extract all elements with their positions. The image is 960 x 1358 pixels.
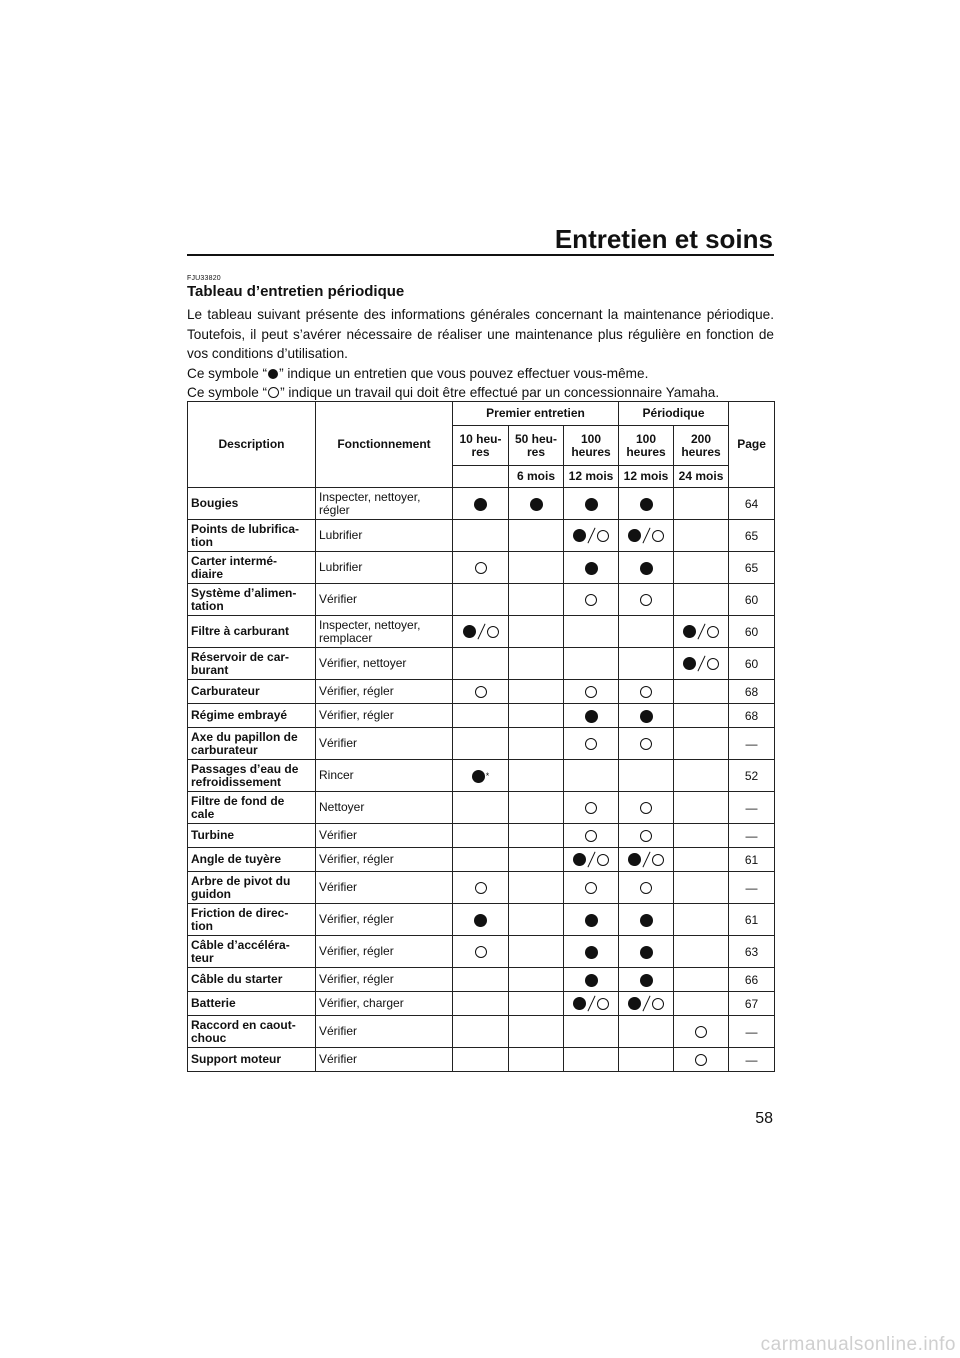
interval-cell (509, 824, 564, 848)
header-month-12-first: 12 mois (564, 466, 619, 488)
interval-cell (619, 488, 674, 520)
interval-cell (509, 904, 564, 936)
interval-cell (564, 1016, 619, 1048)
row-description: Raccord en caout- chouc (188, 1016, 316, 1048)
table-row (188, 792, 775, 824)
row-description: Régime embrayé (188, 704, 316, 728)
filled-circle-icon (474, 498, 487, 511)
filled-circle-icon (640, 498, 653, 511)
interval-cell (674, 824, 729, 848)
row-description: Réservoir de car- burant (188, 648, 316, 680)
table-row (188, 1048, 775, 1072)
interval-cell (619, 936, 674, 968)
interval-cell (453, 792, 509, 824)
row-operation: Lubrifier (316, 520, 453, 552)
row-operation: Rincer (316, 760, 453, 792)
row-operation: Lubrifier (316, 552, 453, 584)
open-circle-icon (640, 830, 652, 842)
interval-cell (509, 648, 564, 680)
open-circle-icon (695, 1026, 707, 1038)
filled-circle-icon (640, 946, 653, 959)
row-operation: Inspecter, nettoyer, régler (316, 488, 453, 520)
filled-circle-icon (640, 562, 653, 575)
filled-circle-icon (474, 914, 487, 927)
row-description: Filtre à carburant (188, 616, 316, 648)
table-row (188, 584, 775, 616)
row-page: 60 (729, 616, 775, 648)
interval-cell (509, 488, 564, 520)
row-page: 63 (729, 936, 775, 968)
row-description: Points de lubrifica- tion (188, 520, 316, 552)
interval-cell (564, 704, 619, 728)
interval-cell (509, 760, 564, 792)
filled-circle-icon (573, 853, 586, 866)
interval-cell (453, 520, 509, 552)
filled-circle-icon (628, 997, 641, 1010)
interval-cell (619, 616, 674, 648)
filled-circle-icon (472, 770, 485, 783)
table-row (188, 704, 775, 728)
interval-cell (509, 848, 564, 872)
row-description: Arbre de pivot du guidon (188, 872, 316, 904)
interval-cell (509, 1048, 564, 1072)
interval-cell (564, 760, 619, 792)
row-description: Passages d’eau de refroidissement (188, 760, 316, 792)
open-circle-icon (640, 802, 652, 814)
interval-cell (453, 992, 509, 1016)
open-circle-icon (585, 802, 597, 814)
table-row (188, 936, 775, 968)
filled-circle-icon (463, 625, 476, 638)
watermark: carmanualsonline.info (760, 1334, 956, 1355)
interval-cell (619, 1048, 674, 1072)
open-circle-icon (475, 686, 487, 698)
filled-circle-icon (585, 914, 598, 927)
interval-cell (564, 728, 619, 760)
interval-cell (564, 616, 619, 648)
interval-cell (509, 704, 564, 728)
slash-icon (697, 656, 705, 672)
open-circle-icon (585, 830, 597, 842)
interval-cell (564, 680, 619, 704)
interval-cell (619, 872, 674, 904)
header-month-empty (453, 466, 509, 488)
row-page: 61 (729, 904, 775, 936)
interval-cell (509, 728, 564, 760)
slash-icon (587, 528, 595, 544)
filled-circle-icon (585, 710, 598, 723)
filled-circle-icon (683, 657, 696, 670)
row-operation: Vérifier, régler (316, 904, 453, 936)
interval-cell (674, 616, 729, 648)
open-circle-icon (640, 882, 652, 894)
filled-circle-icon (268, 369, 278, 379)
row-operation: Vérifier (316, 872, 453, 904)
interval-cell (564, 520, 619, 552)
table-row (188, 824, 775, 848)
page-header-title: Entretien et soins (554, 224, 773, 254)
interval-cell (453, 1016, 509, 1048)
table-row (188, 904, 775, 936)
row-page: 60 (729, 584, 775, 616)
interval-cell (453, 648, 509, 680)
interval-cell (453, 584, 509, 616)
table-row (188, 968, 775, 992)
row-page: — (729, 1016, 775, 1048)
interval-cell (674, 648, 729, 680)
table-row (188, 728, 775, 760)
open-circle-icon (487, 626, 499, 638)
row-operation: Vérifier, régler (316, 848, 453, 872)
row-page: 65 (729, 552, 775, 584)
header-col-200h: 200 heures (674, 426, 729, 466)
interval-cell (564, 968, 619, 992)
open-circle-icon (652, 998, 664, 1010)
legend-filled-post: ” indique un entretien que vous pouvez effectuer vous-même. (279, 365, 649, 381)
interval-cell (674, 872, 729, 904)
row-description: Turbine (188, 824, 316, 848)
open-circle-icon (640, 738, 652, 750)
table-row (188, 520, 775, 552)
row-page: — (729, 872, 775, 904)
open-circle-icon (695, 1054, 707, 1066)
interval-cell (564, 936, 619, 968)
row-operation: Vérifier, régler (316, 680, 453, 704)
row-operation: Vérifier, régler (316, 968, 453, 992)
filled-circle-icon (628, 529, 641, 542)
intro-paragraph: Le tableau suivant présente des informations générales concernant la maintenance périodique. Toutefois, il peut s’avérer nécessaire de réaliser une maintenance plus régulière en fonction de vos conditions d’utilisation. (187, 307, 774, 361)
interval-cell (564, 792, 619, 824)
legend-open (187, 383, 774, 402)
row-description: Bougies (188, 488, 316, 520)
interval-cell (509, 552, 564, 584)
filled-circle-icon (585, 498, 598, 511)
row-description: Câble du starter (188, 968, 316, 992)
row-operation: Nettoyer (316, 792, 453, 824)
interval-cell (564, 848, 619, 872)
interval-cell (674, 488, 729, 520)
interval-cell (453, 872, 509, 904)
table-row (188, 760, 775, 792)
interval-cell (564, 488, 619, 520)
row-page: 60 (729, 648, 775, 680)
open-circle-icon (475, 882, 487, 894)
maintenance-table (187, 401, 775, 1072)
open-circle-icon (597, 998, 609, 1010)
interval-cell (674, 936, 729, 968)
row-page: 68 (729, 704, 775, 728)
filled-circle-icon (573, 997, 586, 1010)
interval-cell (453, 728, 509, 760)
slash-icon (587, 852, 595, 868)
header-month-24: 24 mois (674, 466, 729, 488)
table-row (188, 488, 775, 520)
interval-cell (509, 1016, 564, 1048)
row-operation: Vérifier, régler (316, 704, 453, 728)
section-code: FJU33820 (187, 275, 221, 282)
interval-cell (674, 1048, 729, 1072)
interval-cell (674, 760, 729, 792)
interval-cell (619, 728, 674, 760)
header-col-50h: 50 heu- res (509, 426, 564, 466)
row-description: Câble d’accéléra- teur (188, 936, 316, 968)
header-page: Page (729, 402, 775, 488)
interval-cell (453, 552, 509, 584)
row-page: — (729, 792, 775, 824)
header-premier-entretien: Premier entretien (453, 402, 619, 426)
row-description: Angle de tuyère (188, 848, 316, 872)
open-circle-icon (268, 387, 279, 398)
table-row (188, 616, 775, 648)
filled-circle-icon (640, 914, 653, 927)
row-operation: Vérifier (316, 728, 453, 760)
filled-circle-icon (585, 562, 598, 575)
legend-filled-pre: Ce symbole “ (187, 365, 268, 381)
open-circle-icon (585, 686, 597, 698)
interval-cell (564, 648, 619, 680)
table-row (188, 1016, 775, 1048)
interval-cell (619, 968, 674, 992)
row-operation: Vérifier, nettoyer (316, 648, 453, 680)
interval-cell (619, 848, 674, 872)
interval-cell (619, 584, 674, 616)
row-operation: Vérifier, régler (316, 936, 453, 968)
interval-cell (453, 968, 509, 992)
interval-cell (509, 520, 564, 552)
interval-cell (674, 704, 729, 728)
row-description: Friction de direc- tion (188, 904, 316, 936)
interval-cell (453, 824, 509, 848)
slash-icon (587, 996, 595, 1012)
header-fonctionnement: Fonctionnement (316, 402, 453, 488)
interval-cell (453, 936, 509, 968)
intro-block (187, 305, 774, 402)
row-operation: Vérifier (316, 1048, 453, 1072)
row-page: 64 (729, 488, 775, 520)
interval-cell (619, 520, 674, 552)
interval-cell (453, 704, 509, 728)
interval-cell (674, 968, 729, 992)
header-col-100h-first: 100 heures (564, 426, 619, 466)
interval-cell (619, 760, 674, 792)
row-page: 68 (729, 680, 775, 704)
row-page: — (729, 824, 775, 848)
header-col-100h: 100 heures (619, 426, 674, 466)
filled-circle-icon (640, 974, 653, 987)
row-description: Support moteur (188, 1048, 316, 1072)
interval-cell (619, 680, 674, 704)
interval-cell (674, 904, 729, 936)
maintenance-table-body (188, 488, 775, 1072)
header-description: Description (188, 402, 316, 488)
interval-cell (674, 552, 729, 584)
row-operation: Vérifier (316, 584, 453, 616)
filled-circle-icon (573, 529, 586, 542)
slash-icon (642, 852, 650, 868)
row-description: Axe du papillon de carburateur (188, 728, 316, 760)
interval-cell (564, 904, 619, 936)
open-circle-icon (597, 854, 609, 866)
open-circle-icon (640, 594, 652, 606)
legend-open-post: ” indique un travail qui doit être effectué par un concessionnaire Yamaha. (280, 384, 720, 400)
table-row (188, 680, 775, 704)
header-month-12: 12 mois (619, 466, 674, 488)
interval-cell (453, 904, 509, 936)
interval-cell (453, 848, 509, 872)
interval-cell (509, 872, 564, 904)
interval-cell (509, 616, 564, 648)
row-description: Filtre de fond de cale (188, 792, 316, 824)
row-page: 61 (729, 848, 775, 872)
row-page: — (729, 1048, 775, 1072)
interval-cell (453, 616, 509, 648)
row-page: 67 (729, 992, 775, 1016)
filled-circle-icon (640, 710, 653, 723)
open-circle-icon (597, 530, 609, 542)
interval-cell (619, 704, 674, 728)
interval-cell (619, 824, 674, 848)
table-row (188, 648, 775, 680)
table-row (188, 992, 775, 1016)
slash-icon (477, 624, 485, 640)
row-operation: Vérifier (316, 824, 453, 848)
legend-open-pre: Ce symbole “ (187, 384, 268, 400)
filled-circle-icon (628, 853, 641, 866)
interval-cell (564, 552, 619, 584)
row-operation: Vérifier, charger (316, 992, 453, 1016)
interval-cell (674, 1016, 729, 1048)
row-page: 66 (729, 968, 775, 992)
row-page: — (729, 728, 775, 760)
interval-cell (619, 904, 674, 936)
asterisk-icon: * (485, 771, 490, 782)
interval-cell (674, 680, 729, 704)
interval-cell (619, 552, 674, 584)
row-description: Système d’alimen- tation (188, 584, 316, 616)
interval-cell (674, 992, 729, 1016)
interval-cell (564, 992, 619, 1016)
interval-cell (509, 936, 564, 968)
interval-cell (453, 680, 509, 704)
open-circle-icon (707, 658, 719, 670)
header-col-10h: 10 heu- res (453, 426, 509, 466)
table-row (188, 848, 775, 872)
filled-circle-icon (585, 946, 598, 959)
slash-icon (642, 996, 650, 1012)
interval-cell (619, 1016, 674, 1048)
interval-cell (509, 584, 564, 616)
row-description: Carburateur (188, 680, 316, 704)
table-row (188, 552, 775, 584)
open-circle-icon (475, 562, 487, 574)
row-description: Batterie (188, 992, 316, 1016)
interval-cell (564, 872, 619, 904)
interval-cell (674, 584, 729, 616)
interval-cell (619, 792, 674, 824)
interval-cell (453, 1048, 509, 1072)
open-circle-icon (475, 946, 487, 958)
open-circle-icon (652, 854, 664, 866)
interval-cell (674, 728, 729, 760)
filled-circle-icon (683, 625, 696, 638)
page-number: 58 (755, 1110, 773, 1127)
slash-icon (697, 624, 705, 640)
interval-cell (674, 848, 729, 872)
row-operation: Inspecter, nettoyer, remplacer (316, 616, 453, 648)
header-divider (187, 254, 774, 256)
row-page: 65 (729, 520, 775, 552)
interval-cell (564, 824, 619, 848)
interval-cell (619, 648, 674, 680)
open-circle-icon (585, 738, 597, 750)
legend-filled (187, 364, 774, 383)
open-circle-icon (585, 882, 597, 894)
interval-cell (674, 792, 729, 824)
open-circle-icon (707, 626, 719, 638)
row-description: Carter intermé- diaire (188, 552, 316, 584)
table-row (188, 872, 775, 904)
open-circle-icon (640, 686, 652, 698)
interval-cell (564, 1048, 619, 1072)
interval-cell (674, 520, 729, 552)
row-operation: Vérifier (316, 1016, 453, 1048)
interval-cell (509, 968, 564, 992)
interval-cell (453, 488, 509, 520)
filled-circle-icon (530, 498, 543, 511)
open-circle-icon (652, 530, 664, 542)
open-circle-icon (585, 594, 597, 606)
interval-cell (564, 584, 619, 616)
row-page: 52 (729, 760, 775, 792)
interval-cell (509, 680, 564, 704)
header-month-6: 6 mois (509, 466, 564, 488)
filled-circle-icon (585, 974, 598, 987)
slash-icon (642, 528, 650, 544)
interval-cell (453, 760, 509, 792)
interval-cell (509, 992, 564, 1016)
interval-cell (619, 992, 674, 1016)
header-periodique: Périodique (619, 402, 729, 426)
section-title: Tableau d’entretien périodique (187, 283, 405, 300)
interval-cell (509, 792, 564, 824)
